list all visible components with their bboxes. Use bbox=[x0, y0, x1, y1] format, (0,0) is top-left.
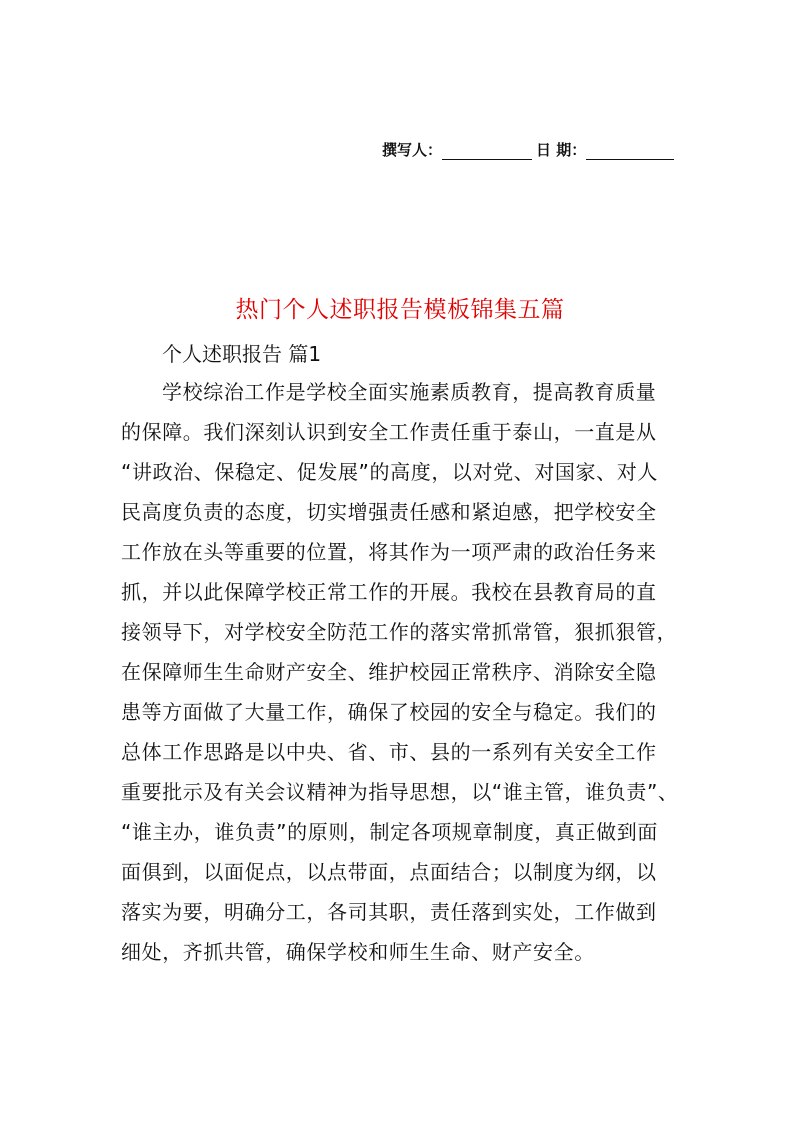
body-line: 落实为要，明确分工，各司其职，责任落到实处，工作做到 bbox=[121, 900, 657, 924]
date-blank bbox=[586, 143, 674, 160]
date-label: 日 期： bbox=[536, 141, 587, 159]
body-line: 的保障。我们深刻认识到安全工作责任重于泰山，一直是从 bbox=[121, 420, 657, 444]
document-title: 热门个人述职报告模板锦集五篇 bbox=[235, 297, 565, 323]
body-line: “谁主办，谁负责”的原则，制定各项规章制度，真正做到面 bbox=[121, 820, 658, 844]
body-line: 抓，并以此保障学校正常工作的开展。我校在县教育局的直 bbox=[121, 580, 657, 604]
body-line: 总体工作思路是以中央、省、市、县的一系列有关安全工作 bbox=[121, 740, 657, 764]
body-line: 民高度负责的态度，切实增强责任感和紧迫感，把学校安全 bbox=[121, 500, 657, 524]
body-line: 患等方面做了大量工作，确保了校园的安全与稳定。我们的 bbox=[121, 700, 657, 724]
body-line: 接领导下，对学校安全防范工作的落实常抓常管，狠抓狠管， bbox=[121, 620, 678, 644]
section-subtitle: 个人述职报告 篇1 bbox=[162, 342, 322, 366]
body-line: 在保障师生生命财产安全、维护校园正常秩序、消除安全隐 bbox=[121, 660, 657, 684]
body-line: 细处，齐抓共管，确保学校和师生生命、财产安全。 bbox=[121, 940, 595, 964]
body-line: “讲政治、保稳定、促发展”的高度，以对党、对国家、对人 bbox=[121, 460, 658, 484]
body-line: 重要批示及有关会议精神为指导思想，以“谁主管，谁负责”、 bbox=[121, 780, 679, 804]
writer-label: 撰写人： bbox=[382, 141, 443, 159]
body-line: 工作放在头等重要的位置，将其作为一项严肃的政治任务来 bbox=[121, 540, 657, 564]
writer-blank bbox=[442, 143, 532, 160]
body-paragraph bbox=[121, 372, 681, 972]
author-date-line bbox=[382, 139, 678, 160]
body-line: 学校综治工作是学校全面实施素质教育，提高教育质量 bbox=[162, 380, 657, 404]
body-line: 面俱到，以面促点，以点带面，点面结合；以制度为纲，以 bbox=[121, 860, 657, 884]
